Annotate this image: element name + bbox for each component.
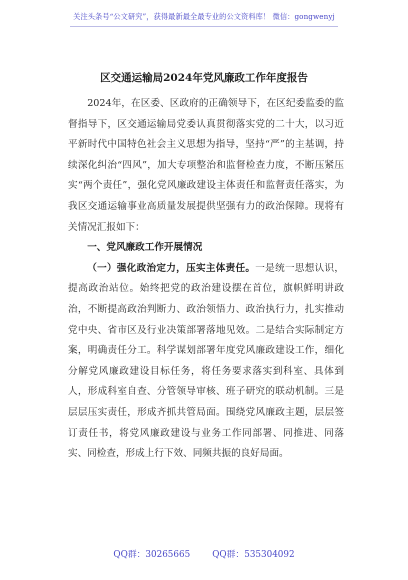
document-body	[68, 94, 344, 465]
document-title: 区交通运输局2024年党风廉政工作年度报告	[100, 72, 308, 84]
banner-divider	[70, 26, 338, 27]
subsection-paragraph	[68, 259, 344, 465]
intro-paragraph: 2024年，在区委、区政府的正确领导下，在区纪委监委的监督指导下，区交通运输局党委认真贯彻落实党的二十大，以习近平新时代中国特色社会主义思想为指导，坚持“严”的主基调，持续深化纠治“四风”，加大专项整治和监督检查力度，不断压紧压实“两个责任”，强化党风廉政建设主体责任和监督责任落实，为我区交通运输事业高质量发展提供坚强有力的政治保障。现将有关情况汇报如下：	[68, 98, 344, 233]
subsection-body: 一是统一思想认识，提高政治站位。始终把党的政治建设摆在首位，旗帜鲜明讲政治，不断提高政治判断力、政治领悟力、政治执行力，扎实推动党中央、省市区及行业决策部署落地见效。二是结合实际制定方案，明确责任分工。科学谋划部署年度党风廉政建设工作，细化分解党风廉政建设目标任务，将任务要求落实到科室、具体到人，形成科室自查、分管领导审核、班子研究的联动机制。三是层层压实责任，形成齐抓共管局面。围绕党风廉政主题，层层签订责任书，将党风廉政建设与业务工作同部署、同推进、同落实、同检查，形成上行下效、同频共振的良好局面。	[68, 262, 345, 460]
promo-banner: 关注头条号“公文研究”，获得最新最全最专业的公文资料库！ 微信：gongwenyj	[73, 12, 335, 21]
footer-contact	[0, 547, 408, 560]
qq-group-2: QQ群：535304092	[212, 550, 295, 560]
qq-group-1: QQ群：30265665	[113, 550, 191, 560]
subsection-heading: （一）强化政治定力，压实主体责任。	[87, 262, 256, 274]
section-heading: 一、党风廉政工作开展情况	[87, 242, 203, 254]
